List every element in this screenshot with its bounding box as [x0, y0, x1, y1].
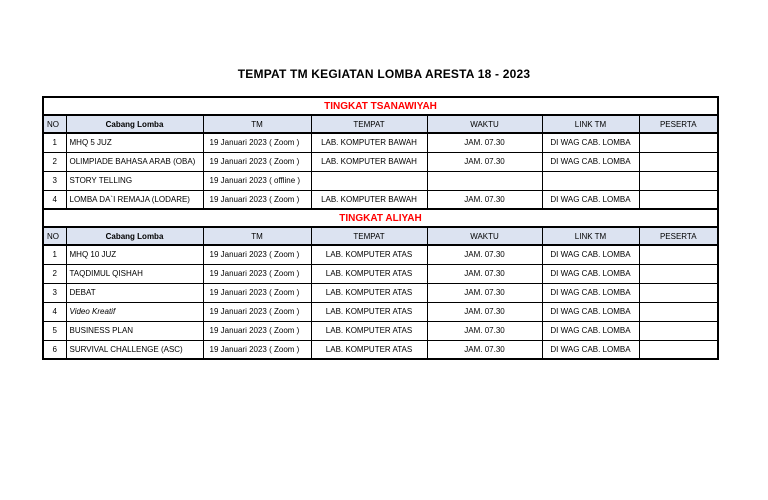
- cell-cabang: MHQ 5 JUZ: [66, 133, 203, 152]
- cell-cabang: DEBAT: [66, 283, 203, 302]
- cell-tempat: LAB. KOMPUTER ATAS: [311, 245, 427, 264]
- schedule-table: [42, 96, 719, 360]
- cell-peserta: [639, 283, 718, 302]
- section-heading-row: [43, 209, 718, 227]
- column-header: LINK TM: [542, 227, 639, 245]
- cell-no: 6: [43, 340, 66, 359]
- cell-tempat: LAB. KOMPUTER ATAS: [311, 302, 427, 321]
- cell-peserta: [639, 171, 718, 190]
- cell-tempat: [311, 171, 427, 190]
- cell-tempat: LAB. KOMPUTER BAWAH: [311, 133, 427, 152]
- cell-no: 2: [43, 264, 66, 283]
- cell-tm: 19 Januari 2023 ( Zoom ): [203, 321, 311, 340]
- cell-waktu: JAM. 07.30: [427, 245, 542, 264]
- cell-peserta: [639, 264, 718, 283]
- cell-tempat: LAB. KOMPUTER ATAS: [311, 283, 427, 302]
- column-header: TEMPAT: [311, 227, 427, 245]
- cell-no: 5: [43, 321, 66, 340]
- cell-no: 2: [43, 152, 66, 171]
- column-header: Cabang Lomba: [66, 227, 203, 245]
- table-row: [43, 302, 718, 321]
- cell-waktu: JAM. 07.30: [427, 133, 542, 152]
- section-heading-row: [43, 97, 718, 115]
- section-heading: TINGKAT TSANAWIYAH: [43, 97, 718, 115]
- cell-no: 4: [43, 190, 66, 209]
- column-header: PESERTA: [639, 227, 718, 245]
- cell-peserta: [639, 340, 718, 359]
- cell-peserta: [639, 302, 718, 321]
- cell-waktu: JAM. 07.30: [427, 190, 542, 209]
- cell-cabang: BUSINESS PLAN: [66, 321, 203, 340]
- table-row: [43, 152, 718, 171]
- cell-tm: 19 Januari 2023 ( Zoom ): [203, 245, 311, 264]
- table-row: [43, 283, 718, 302]
- cell-tempat: LAB. KOMPUTER ATAS: [311, 264, 427, 283]
- cell-peserta: [639, 190, 718, 209]
- cell-link: DI WAG CAB. LOMBA: [542, 133, 639, 152]
- cell-link: [542, 171, 639, 190]
- table-row: [43, 171, 718, 190]
- cell-waktu: JAM. 07.30: [427, 321, 542, 340]
- column-header: WAKTU: [427, 115, 542, 133]
- table-row: [43, 264, 718, 283]
- table-row: [43, 321, 718, 340]
- cell-tm: 19 Januari 2023 ( Zoom ): [203, 133, 311, 152]
- column-header: WAKTU: [427, 227, 542, 245]
- cell-cabang: SURVIVAL CHALLENGE (ASC): [66, 340, 203, 359]
- column-header: NO: [43, 115, 66, 133]
- cell-link: DI WAG CAB. LOMBA: [542, 190, 639, 209]
- cell-waktu: [427, 171, 542, 190]
- cell-cabang: OLIMPIADE BAHASA ARAB (OBA): [66, 152, 203, 171]
- cell-tempat: LAB. KOMPUTER ATAS: [311, 340, 427, 359]
- cell-tempat: LAB. KOMPUTER BAWAH: [311, 190, 427, 209]
- cell-no: 1: [43, 133, 66, 152]
- column-header: LINK TM: [542, 115, 639, 133]
- cell-cabang: MHQ 10 JUZ: [66, 245, 203, 264]
- cell-link: DI WAG CAB. LOMBA: [542, 283, 639, 302]
- cell-peserta: [639, 321, 718, 340]
- cell-tempat: LAB. KOMPUTER BAWAH: [311, 152, 427, 171]
- column-header: TEMPAT: [311, 115, 427, 133]
- cell-link: DI WAG CAB. LOMBA: [542, 245, 639, 264]
- cell-link: DI WAG CAB. LOMBA: [542, 321, 639, 340]
- table-row: [43, 340, 718, 359]
- document-title: TEMPAT TM KEGIATAN LOMBA ARESTA 18 - 2023: [237, 67, 531, 81]
- cell-cabang: Video Kreatif: [66, 302, 203, 321]
- cell-no: 3: [43, 283, 66, 302]
- column-header: NO: [43, 227, 66, 245]
- cell-peserta: [639, 245, 718, 264]
- column-header: Cabang Lomba: [66, 115, 203, 133]
- cell-waktu: JAM. 07.30: [427, 264, 542, 283]
- cell-waktu: JAM. 07.30: [427, 152, 542, 171]
- table-row: [43, 245, 718, 264]
- table-row: [43, 133, 718, 152]
- column-header-row: [43, 115, 718, 133]
- cell-no: 4: [43, 302, 66, 321]
- column-header: TM: [203, 115, 311, 133]
- cell-tm: 19 Januari 2023 ( Zoom ): [203, 283, 311, 302]
- cell-tm: 19 Januari 2023 ( Zoom ): [203, 302, 311, 321]
- cell-no: 3: [43, 171, 66, 190]
- cell-tm: 19 Januari 2023 ( Zoom ): [203, 190, 311, 209]
- cell-tm: 19 Januari 2023 ( Zoom ): [203, 340, 311, 359]
- section-heading: TINGKAT ALIYAH: [43, 209, 718, 227]
- cell-waktu: JAM. 07.30: [427, 340, 542, 359]
- cell-link: DI WAG CAB. LOMBA: [542, 264, 639, 283]
- column-header: PESERTA: [639, 115, 718, 133]
- cell-waktu: JAM. 07.30: [427, 283, 542, 302]
- cell-tm: 19 Januari 2023 ( Zoom ): [203, 264, 311, 283]
- cell-cabang: TAQDIMUL QISHAH: [66, 264, 203, 283]
- cell-tm: 19 Januari 2023 ( Zoom ): [203, 152, 311, 171]
- cell-link: DI WAG CAB. LOMBA: [542, 152, 639, 171]
- cell-no: 1: [43, 245, 66, 264]
- table-row: [43, 190, 718, 209]
- cell-waktu: JAM. 07.30: [427, 302, 542, 321]
- column-header-row: [43, 227, 718, 245]
- cell-cabang: STORY TELLING: [66, 171, 203, 190]
- column-header: TM: [203, 227, 311, 245]
- cell-peserta: [639, 152, 718, 171]
- cell-peserta: [639, 133, 718, 152]
- cell-link: DI WAG CAB. LOMBA: [542, 340, 639, 359]
- cell-cabang: LOMBA DA`I REMAJA (LODARE): [66, 190, 203, 209]
- cell-tempat: LAB. KOMPUTER ATAS: [311, 321, 427, 340]
- cell-link: DI WAG CAB. LOMBA: [542, 302, 639, 321]
- cell-tm: 19 Januari 2023 ( offline ): [203, 171, 311, 190]
